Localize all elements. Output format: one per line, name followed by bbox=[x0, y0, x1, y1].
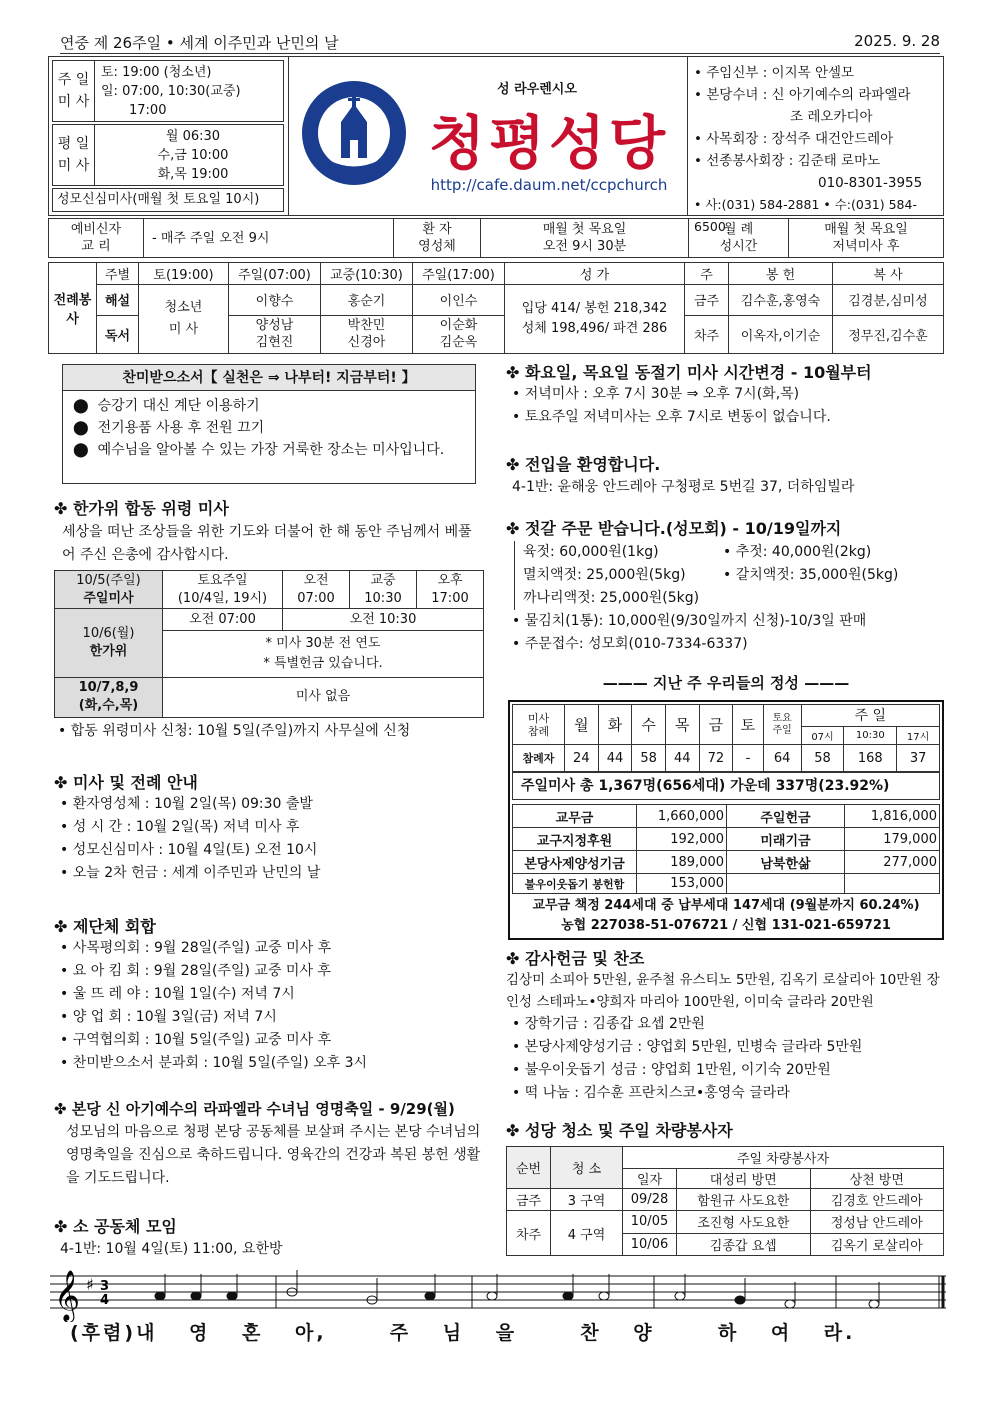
svg-text:𝄞: 𝄞 bbox=[54, 1270, 81, 1321]
liturgical-day: 연중 제 26주일 • 세계 이주민과 난민의 날 bbox=[60, 34, 339, 52]
table-cell: 주일(07:00) bbox=[229, 263, 321, 285]
weekday-mass: 평 일 미 사 월 06:30 수,금 10:00 화,목 19:00 bbox=[52, 124, 284, 186]
church-logo-icon bbox=[299, 78, 409, 188]
table-cell: 58 bbox=[801, 745, 844, 772]
list-item: • 저녁미사 : 오후 7시 30분 ⇒ 오후 7시(화,목) bbox=[512, 383, 946, 406]
table-cell: 박찬민 신경아 bbox=[321, 315, 413, 353]
table-cell: 24 bbox=[565, 745, 599, 772]
table-cell: 이인수 bbox=[413, 285, 505, 315]
table-cell: 주 일 bbox=[801, 705, 939, 727]
table-cell: 토요 주일 bbox=[763, 705, 801, 745]
table-cell: 오전 07:00 bbox=[283, 571, 350, 609]
table-cell: 교무금 bbox=[513, 805, 637, 828]
attendance-total: 주일미사 총 1,367명(656세대) 가운데 337명(23.92%) bbox=[512, 772, 940, 800]
table-cell: 본당사제양성기금 bbox=[513, 851, 637, 874]
table-cell: 1,816,000 bbox=[845, 805, 940, 828]
table-cell: 독서 bbox=[97, 315, 139, 353]
table-cell: 10/5(주일) 주일미사 bbox=[55, 571, 163, 609]
cleaning-title: ✤ 성당 청소 및 주일 차량봉사자 bbox=[506, 1121, 733, 1140]
table-cell: 오전 10:30 bbox=[283, 609, 484, 631]
offering-title: ——— 지난 주 우리들의 정성 ——— bbox=[602, 674, 850, 692]
chuseok-section: ✤ 한가위 합동 위령 미사 세상을 떠난 조상들을 위한 기도와 더불어 한 해 동안 주님께서 베풀어 주신 은총에 감사합시다. bbox=[54, 499, 472, 563]
table-cell: 이순화 김순옥 bbox=[413, 315, 505, 353]
top-bar bbox=[60, 32, 940, 54]
money-table bbox=[512, 804, 940, 894]
table-cell: 화 bbox=[598, 705, 632, 745]
table-cell: 153,000 bbox=[637, 874, 727, 894]
table-cell: 환 자 영성체 bbox=[394, 219, 481, 258]
list-item: • 불우이웃돕기 성금 : 양업회 1만원, 이기숙 20만원 bbox=[512, 1059, 952, 1082]
table-cell: 불우이웃돕기 봉헌함 bbox=[513, 874, 637, 894]
table-cell: 미사 참례 bbox=[513, 705, 565, 745]
table-cell bbox=[845, 874, 940, 894]
table-cell: 청소년 미 사 bbox=[139, 285, 229, 354]
table-cell: 김수훈,홍영숙 bbox=[729, 285, 833, 315]
liturgy-side: 전례봉사 bbox=[49, 263, 97, 354]
table-cell: 월 례 성시간 bbox=[689, 219, 789, 258]
table-cell: 이향수 bbox=[229, 285, 321, 315]
table-cell: 봉 헌 bbox=[729, 263, 833, 285]
praise-item: ⬤ 전기용품 사용 후 전원 끄기 bbox=[73, 420, 265, 436]
table-cell: 수 bbox=[632, 705, 666, 745]
table-cell: 예비신자 교 리 bbox=[49, 219, 144, 258]
table-cell: 홍순기 bbox=[321, 285, 413, 315]
list-item: • 장학기금 : 김종갑 요셉 2만원 bbox=[512, 1013, 952, 1036]
table-cell: 277,000 bbox=[845, 851, 940, 874]
list-item: • 오늘 2차 헌금 : 세계 이주민과 난민의 날 bbox=[60, 862, 484, 885]
jeotgal-section: ✤ 젓갈 주문 받습니다.(성모회) - 10/19일까지 육젓: 60,000원(1kg) • 추젓: 40,000원(2kg) 멸치액젓: 25,000원(5kg) • 갈치액젓: 35,000원(5kg) 까나리액젓: 25,000원(5kg) • 물김치(1통): 10,000원(9/30일까지 신청)-10/3일 판매 • 주문접수: 성모회(010-7334-6337) bbox=[506, 516, 946, 656]
chuseok-note: • 합동 위령미사 신청: 10월 5일(주일)까지 사무실에 신청 bbox=[58, 720, 492, 743]
list-item: • 찬미받으소서 분과회 : 10월 5일(주일) 오후 3시 bbox=[60, 1052, 484, 1075]
table-cell: 교구지정후원 bbox=[513, 828, 637, 851]
list-item: • 성 시 간 : 10월 2일(목) 저녁 미사 후 bbox=[60, 816, 484, 839]
table-cell: 함원규 사도요한 bbox=[677, 1189, 811, 1211]
winter-section: ✤ 화요일, 목요일 동절기 미사 시간변경 - 10월부터 • 저녁미사 : 오후 7시 30분 ⇒ 오후 7시(화,목) • 토요주일 저녁미사는 오후 7시로 변동이 없습니다. bbox=[506, 360, 946, 429]
list-item: • 울 뜨 레 야 : 10월 1일(수) 저녁 7시 bbox=[60, 983, 484, 1006]
list-item: • 구역협의회 : 10월 5일(주일) 교중 미사 후 bbox=[60, 1029, 484, 1052]
table-cell: 복 사 bbox=[833, 263, 944, 285]
list-item: • 성모신심미사 : 10월 4일(토) 오전 10시 bbox=[60, 839, 484, 862]
table-cell: 순번 bbox=[507, 1147, 551, 1189]
brand-name: 청평성당 bbox=[428, 109, 670, 177]
chuseok-table bbox=[54, 570, 484, 718]
table-cell: 일자 bbox=[623, 1169, 677, 1189]
table-cell: 차주 bbox=[507, 1211, 551, 1256]
small-community: ✤ 소 공동체 모임 4-1반: 10월 4일(토) 11:00, 요한방 bbox=[54, 1217, 283, 1257]
mary-mass: 성모신심미사(매월 첫 토요일 10시) bbox=[52, 188, 284, 212]
table-cell: 1,660,000 bbox=[637, 805, 727, 828]
table-cell: 금 bbox=[699, 705, 733, 745]
staff-list: • 주임신부 : 이지목 안셀모 • 본당수녀 : 신 아기예수의 라파엘라 조 레오카디아 • 사목회장 : 장석주 대건안드레아 • 선종봉사회장 : 김준태 로마노 010-8301-3955 • 사:(031) 584-2881 • 수:(031) 584-6500 bbox=[694, 65, 923, 234]
table-cell: 조진형 사도요한 bbox=[677, 1211, 811, 1233]
table-cell: 168 bbox=[844, 745, 897, 772]
praise-item: ⬤ 예수님을 알아볼 수 있는 가장 거룩한 장소는 미사입니다. bbox=[73, 442, 445, 458]
table-cell: 상천 방면 bbox=[810, 1169, 944, 1189]
list-item: • 주문접수: 성모회(010-7334-6337) bbox=[512, 633, 946, 656]
table-cell: 참례자 bbox=[513, 745, 565, 772]
table-cell: 정성남 안드레아 bbox=[810, 1211, 944, 1233]
table-cell: 192,000 bbox=[637, 828, 727, 851]
issue-date: 2025. 9. 28 bbox=[854, 32, 940, 50]
table-cell bbox=[727, 874, 845, 894]
table-cell: 37 bbox=[897, 745, 940, 772]
table-cell: 김종갑 요셉 bbox=[677, 1233, 811, 1255]
table-cell: 입당 414/ 봉헌 218,342 성체 198,496/ 파견 286 bbox=[505, 285, 685, 354]
table-cell: 10/7,8,9 (화,수,목) bbox=[55, 677, 163, 717]
table-cell: 월 bbox=[565, 705, 599, 745]
table-cell: 주일 차량봉사자 bbox=[623, 1147, 944, 1169]
table-cell: 목 bbox=[665, 705, 699, 745]
table-cell: - 매주 주일 오전 9시 bbox=[144, 219, 394, 258]
table-cell: 금주 bbox=[507, 1189, 551, 1211]
table-cell: 김경호 안드레아 bbox=[810, 1189, 944, 1211]
table-cell: 64 bbox=[763, 745, 801, 772]
table-cell: 주일(17:00) bbox=[413, 263, 505, 285]
attendance-table bbox=[512, 704, 940, 772]
table-cell: 금주 bbox=[685, 285, 729, 315]
list-item: • 떡 나눔 : 김수훈 프란치스코•홍영숙 글라라 bbox=[512, 1082, 952, 1105]
list-item: • 본당사제양성기금 : 양업회 5만원, 민병숙 글라라 5만원 bbox=[512, 1036, 952, 1059]
table-cell: 토(19:00) bbox=[139, 263, 229, 285]
table-cell: 주 bbox=[685, 263, 729, 285]
praise-item: ⬤ 승강기 대신 계단 이용하기 bbox=[73, 398, 260, 414]
list-item: • 토요주일 저녁미사는 오후 7시로 변동이 없습니다. bbox=[512, 406, 946, 429]
guide-section: ✤ 미사 및 전례 안내 • 환자영성체 : 10월 2일(목) 09:30 출발 • 성 시 간 : 10월 2일(목) 저녁 미사 후 • 성모신심미사 : 10월 4일(토) 오전 10시 • 오늘 2차 헌금 : 세계 이주민과 난민의 날 bbox=[54, 770, 484, 885]
table-cell: 10:30 bbox=[844, 726, 897, 745]
table-cell: 교중(10:30) bbox=[321, 263, 413, 285]
list-item: • 물김치(1통): 10,000원(9/30일까지 신청)-10/3일 판매 bbox=[512, 610, 946, 633]
groups-section: ✤ 제단체 회합 • 사목평의회 : 9월 28일(주일) 교중 미사 후 • 요 아 킴 회 : 9월 28일(주일) 교중 미사 후 • 울 뜨 레 야 : 10월 1일(수) 저녁 7시 • 양 업 회 : 10월 3일(금) 저녁 7시 • 구역협의회 : 10월 5일(주일) 교중 미사 후 • 찬미받으소서 분과회 : 10월 5일(주일) 오후 3시 bbox=[54, 914, 484, 1075]
table-cell: 4 구역 bbox=[551, 1211, 623, 1256]
table-cell: 성 가 bbox=[505, 263, 685, 285]
table-cell: 오후 17:00 bbox=[417, 571, 484, 609]
brand bbox=[288, 56, 688, 216]
table-cell: 차주 bbox=[685, 315, 729, 353]
table-cell: 정무진,김수훈 bbox=[833, 315, 944, 353]
table-cell: 3 구역 bbox=[551, 1189, 623, 1211]
praise-box: 찬미받으소서【 실천은 ⇒ 나부터! 지금부터! 】 ⬤ 승강기 대신 계단 이용하기 ⬤ 전기용품 사용 후 전원 끄기 ⬤ 예수님을 알아볼 수 있는 가장 거룩한 장소는 미사입니다. bbox=[62, 364, 476, 484]
table-cell: 해설 bbox=[97, 285, 139, 315]
svg-text:3: 3 bbox=[100, 1279, 110, 1294]
table-cell: 17시 bbox=[897, 726, 940, 745]
feast-section: ✤ 본당 신 아기예수의 라파엘라 수녀님 영명축일 - 9/29(월) 성모님의 마음으로 청평 본당 공동체를 보살펴 주시는 본당 수녀님의 영명축일을 진심으로 축하드립니다. 영육간의 건강과 복된 봉헌 생활을 기도드립니다. bbox=[54, 1100, 481, 1186]
list-item: • 양 업 회 : 10월 3일(금) 저녁 7시 bbox=[60, 1006, 484, 1029]
table-cell: 07시 bbox=[801, 726, 844, 745]
table-cell: 대성리 방면 bbox=[677, 1169, 811, 1189]
table-cell: 토 bbox=[733, 705, 763, 745]
table-cell: 남북한삶 bbox=[727, 851, 845, 874]
list-item: • 요 아 킴 회 : 9월 28일(주일) 교중 미사 후 bbox=[60, 960, 484, 983]
sunday-mass: 주 일 미 사 토: 19:00 (청소년) 일: 07:00, 10:30(교중) 17:00 bbox=[52, 60, 284, 122]
list-item: • 환자영성체 : 10월 2일(목) 09:30 출발 bbox=[60, 793, 484, 816]
music-staff bbox=[46, 1266, 950, 1322]
hymn-lyrics: (후렴)내 영 혼 아, 주 님 을 찬 양 하 여 라. bbox=[70, 1322, 856, 1344]
cafe-link[interactable]: http://cafe.daum.net/ccpchurch bbox=[430, 176, 668, 194]
table-cell: 미래기금 bbox=[727, 828, 845, 851]
welcome-section: ✤ 전입을 환영합니다. 4-1반: 윤해웅 안드레아 구청평로 5번길 37, 더하임빌라 bbox=[506, 455, 855, 495]
table-cell: 양성남 김현진 bbox=[229, 315, 321, 353]
table-cell: 교중 10:30 bbox=[350, 571, 417, 609]
table-cell: 10/6(월) 한가위 bbox=[55, 609, 163, 677]
dues-summary: 교무금 책정 244세대 중 납부세대 147세대 (9월분까지 60.24%) 농협 227038-51-076721 / 신협 131-021-659721 bbox=[532, 898, 920, 933]
table-cell: 김옥기 로살리아 bbox=[810, 1233, 944, 1255]
table-cell: 오전 07:00 bbox=[163, 609, 283, 631]
table-cell: 72 bbox=[699, 745, 733, 772]
table-cell: * 미사 30분 전 연도 * 특별헌금 있습니다. bbox=[163, 631, 484, 677]
table-cell: 매월 첫 목요일 오전 9시 30분 bbox=[481, 219, 689, 258]
table-cell: 10/06 bbox=[623, 1233, 677, 1255]
svg-text:4: 4 bbox=[100, 1293, 110, 1308]
table-cell: 주별 bbox=[97, 263, 139, 285]
table-cell: 김경분,심미성 bbox=[833, 285, 944, 315]
list-item: • 사목평의회 : 9월 28일(주일) 교중 미사 후 bbox=[60, 937, 484, 960]
table-cell: 179,000 bbox=[845, 828, 940, 851]
table-cell: 토요주일 (10/4일, 19시) bbox=[163, 571, 283, 609]
table-cell: 매월 첫 목요일 저녁미사 후 bbox=[789, 219, 944, 258]
brand-sub: 성 라우렌시오 bbox=[497, 82, 577, 97]
table-cell: 44 bbox=[665, 745, 699, 772]
table-cell: 09/28 bbox=[623, 1189, 677, 1211]
table-cell: 청 소 bbox=[551, 1147, 623, 1189]
table-cell: 10/05 bbox=[623, 1211, 677, 1233]
cleaning-table bbox=[506, 1146, 944, 1256]
table-cell: 189,000 bbox=[637, 851, 727, 874]
table-cell: 주일헌금 bbox=[727, 805, 845, 828]
liturgy-table bbox=[48, 262, 944, 354]
info-table bbox=[48, 218, 944, 258]
svg-text:♯: ♯ bbox=[86, 1275, 94, 1294]
table-cell: 44 bbox=[598, 745, 632, 772]
thanks-section: ✤ 감사헌금 및 찬조 김상미 소피아 5만원, 윤주철 유스티노 5만원, 김옥기 로살리아 10만원 장인성 스테파노•양희자 마리아 100만원, 이미숙 글라라 20만원 • 장학기금 : 김종갑 요셉 2만원 • 본당사제양성기금 : 양업회 5만원, 민병숙 글라라 5만원 • 불우이웃돕기 성금 : 양업회 1만원, 이기숙 20만원 • 떡 나눔 : 김수훈 프란치스코•홍영숙 글라라 bbox=[506, 946, 952, 1105]
table-cell: 58 bbox=[632, 745, 666, 772]
table-cell: 미사 없음 bbox=[163, 677, 484, 717]
table-cell: 이옥자,이기순 bbox=[729, 315, 833, 353]
table-cell: - bbox=[733, 745, 763, 772]
